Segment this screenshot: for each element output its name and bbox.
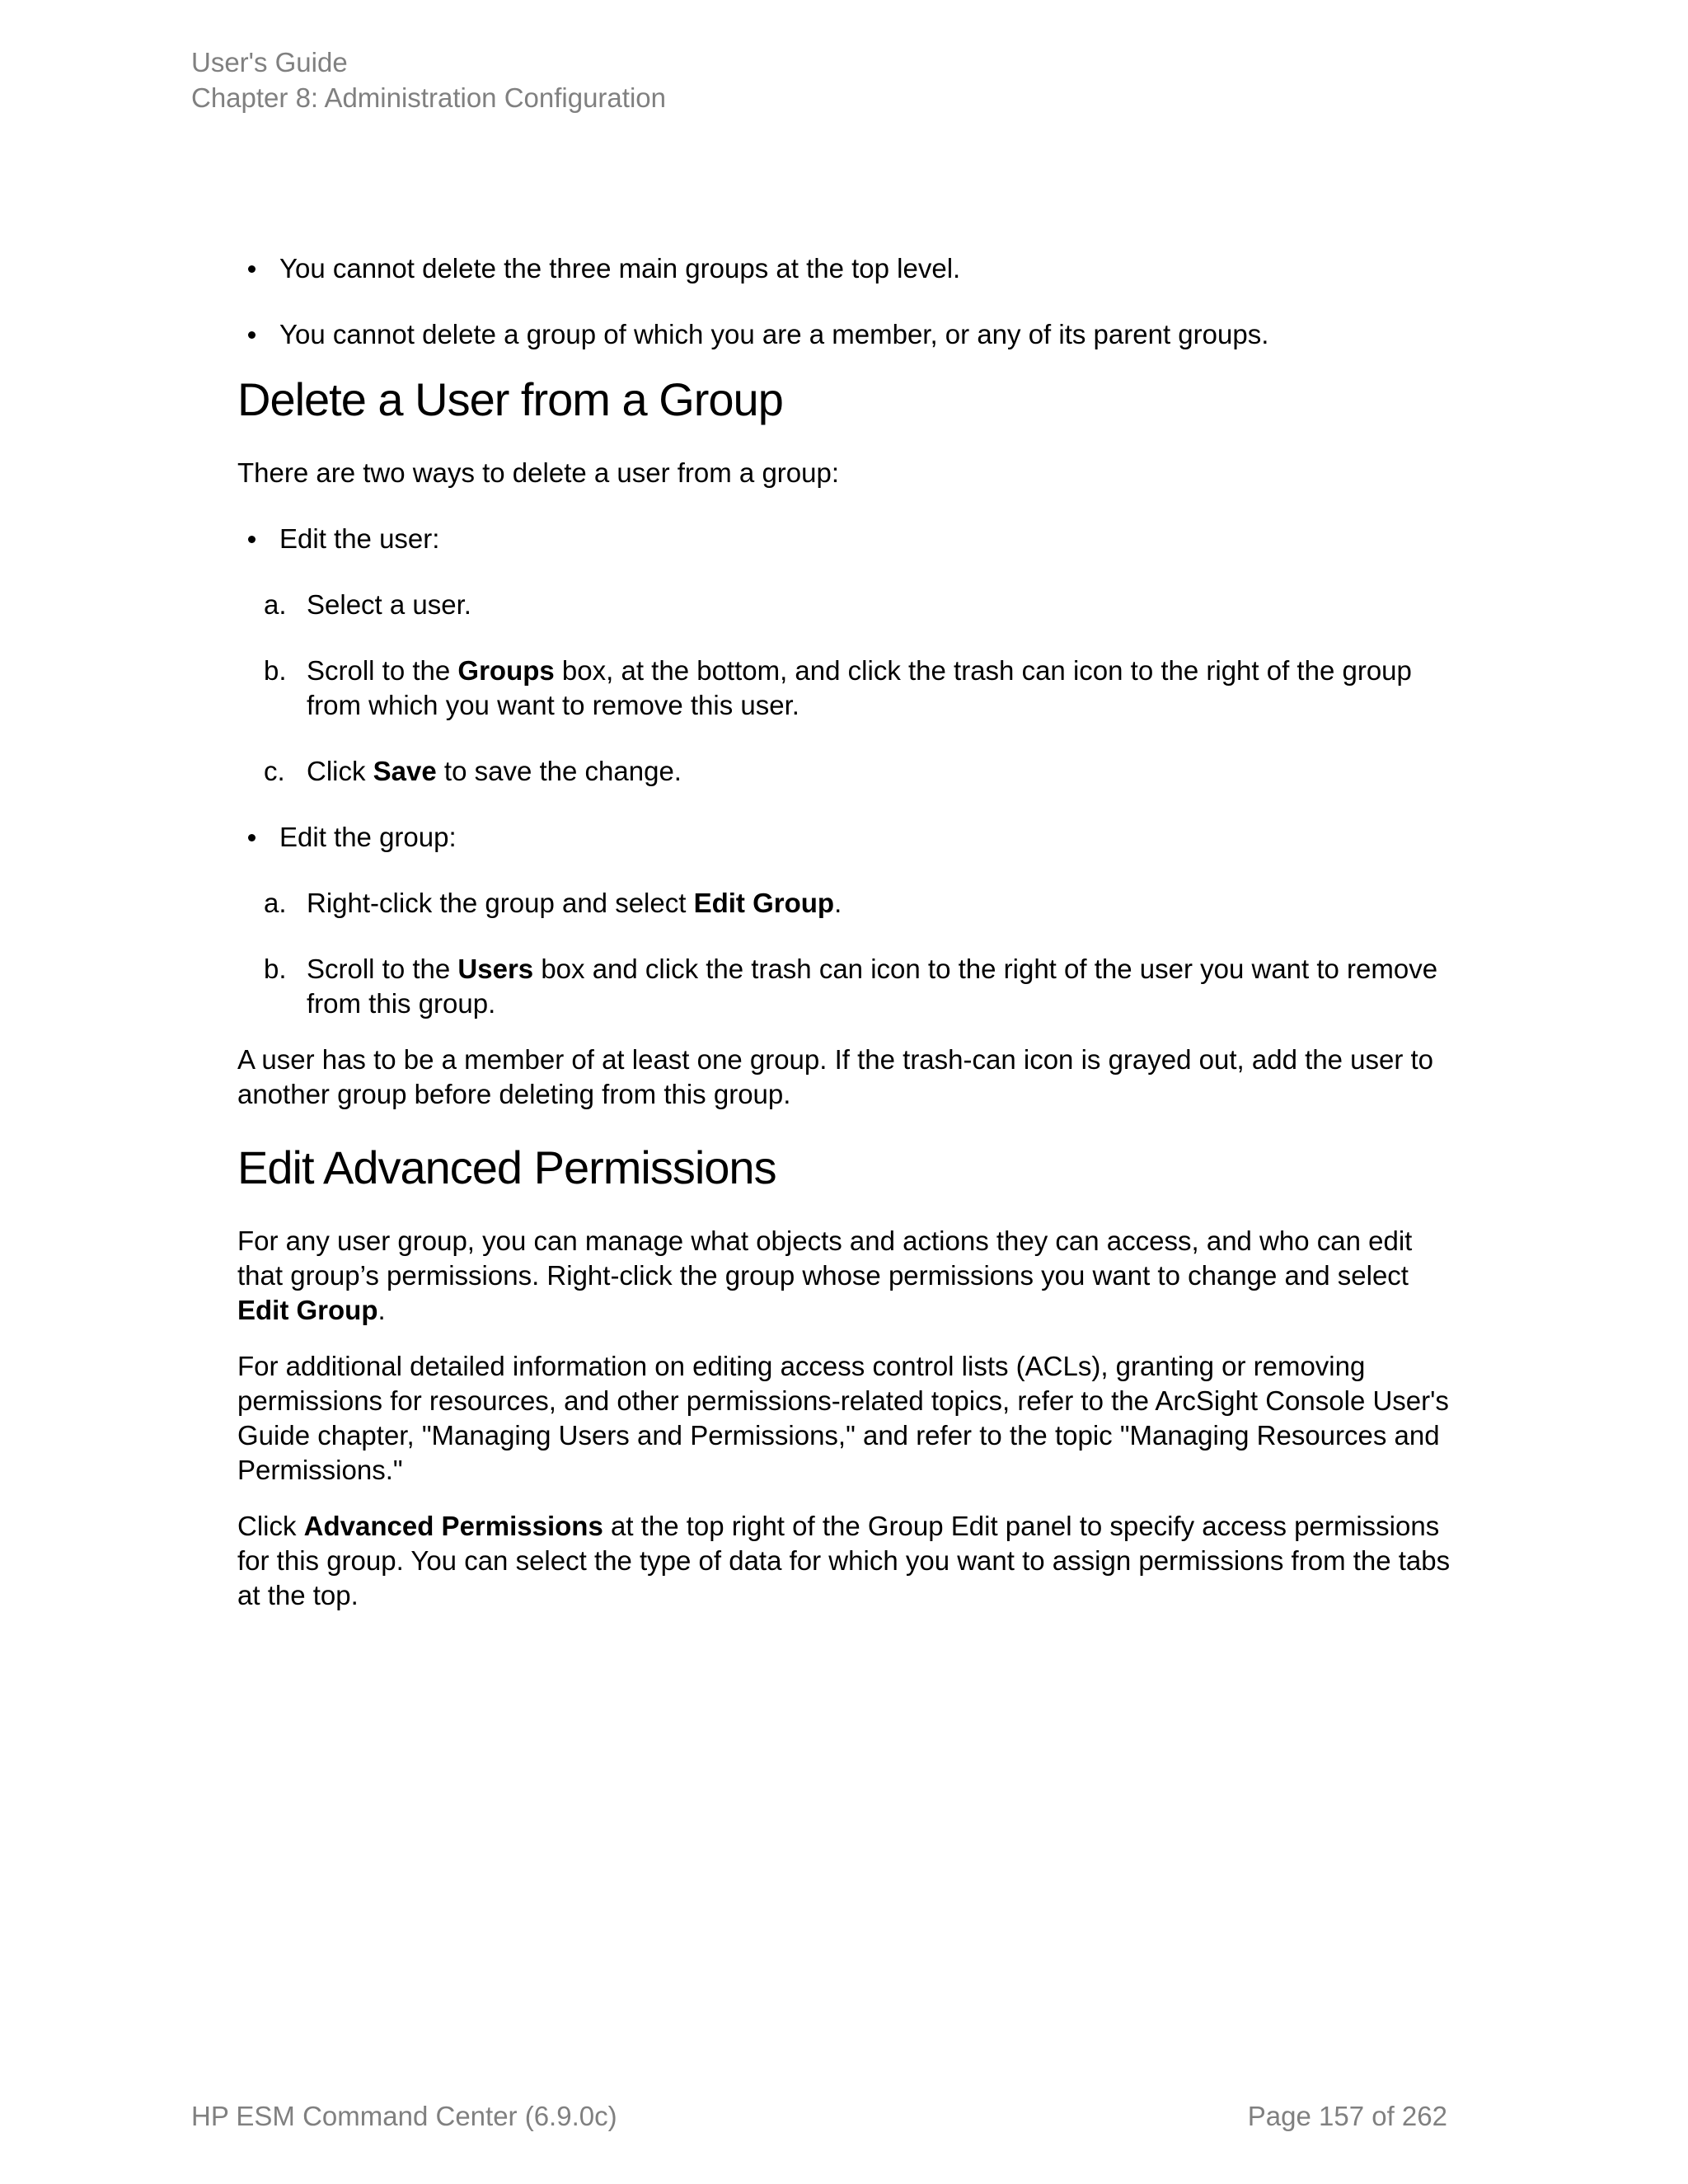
section-heading-advanced-permissions: Edit Advanced Permissions xyxy=(237,1141,776,1193)
chapter-title: Chapter 8: Administration Configuration xyxy=(191,82,666,113)
step-item: a. Select a user. xyxy=(264,589,471,620)
paragraph: For any user group, you can manage what objects and actions they can access, and who can edit that group’s permissions. Right-click the group whose permissions you want to change and select Edit Group. xyxy=(237,1226,1413,1325)
paragraph: A user has to be a member of at least one group. If the trash-can icon is grayed out, add the user to another group before deleting from this group. xyxy=(237,1044,1434,1109)
step-item: b. Scroll to the Users box and click the trash can icon to the right of the user you want to remove from this group. xyxy=(264,954,1438,1019)
paragraph: Click Advanced Permissions at the top right of the Group Edit panel to specify access permissions for this group. You can select the type of data for which you want to assign permissions from the tabs at the top. xyxy=(237,1511,1451,1610)
bullet-item: You cannot delete the three main groups at the top level. xyxy=(237,251,1457,286)
step-item: b. Scroll to the Groups box, at the bottom, and click the trash can icon to the right of the group from which you want to remove this user. xyxy=(264,655,1412,720)
section-heading-delete-user: Delete a User from a Group xyxy=(237,373,783,425)
step-item: c. Click Save to save the change. xyxy=(264,756,682,786)
bullet-dot-icon xyxy=(248,536,256,543)
bullet-item: Edit the group: xyxy=(237,820,1457,855)
step-item: a. Right-click the group and select Edit Group. xyxy=(264,888,842,918)
paragraph: For additional detailed information on editing access control lists (ACLs), granting or removing permissions for resources, and other permissions-related topics, refer to the ArcSight Console User's Guide chapter, "Managing Users and Permissions," and refer to the topic "Managing Resources and Permissions." xyxy=(237,1351,1449,1485)
guide-title: User's Guide xyxy=(191,47,348,77)
footer-product: HP ESM Command Center (6.9.0c) xyxy=(191,2101,617,2131)
footer-page-number: Page 157 of 262 xyxy=(1247,2101,1447,2131)
bullet-item: You cannot delete a group of which you are a member, or any of its parent groups. xyxy=(237,317,1457,352)
bullet-dot-icon xyxy=(248,834,256,841)
bullet-item: Edit the user: xyxy=(237,522,1457,556)
page-content xyxy=(237,251,1457,1634)
bullet-dot-icon xyxy=(248,265,256,273)
paragraph: There are two ways to delete a user from a group: xyxy=(237,457,840,488)
bullet-dot-icon xyxy=(248,331,256,339)
running-header xyxy=(191,45,666,115)
